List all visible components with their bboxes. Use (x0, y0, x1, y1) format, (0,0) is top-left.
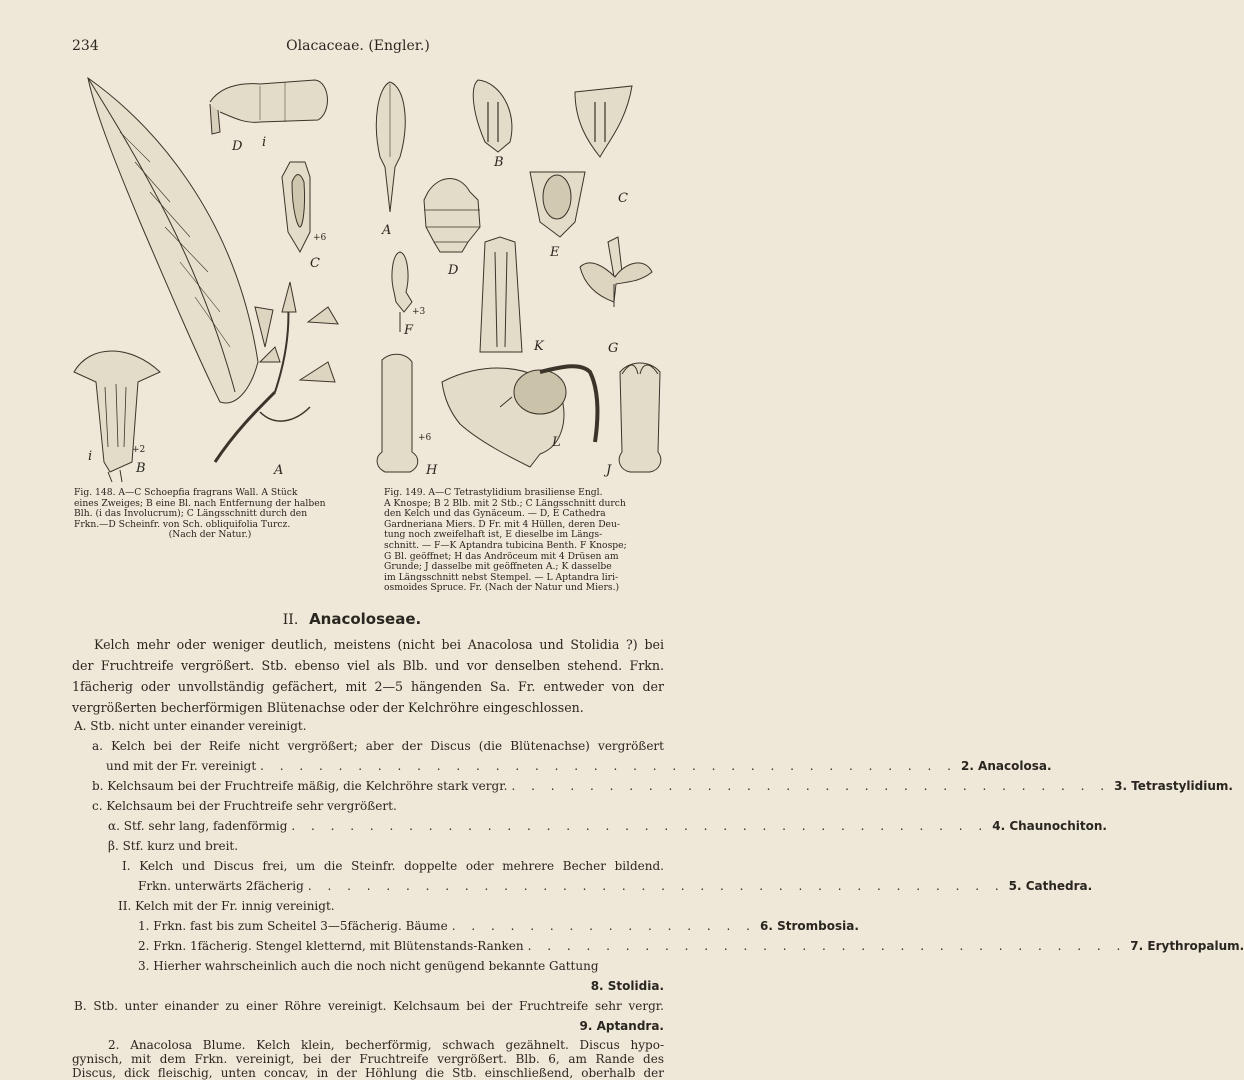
fig148-caption-line: eines Zweiges; B eine Bl. nach Entfernung der halben (74, 497, 326, 509)
fig149-caption-line: osmoides Spruce. Fr. (Nach der Natur und Miers.) (384, 582, 620, 594)
label-g-right: G (608, 341, 619, 356)
key-line (74, 716, 664, 736)
fig149-e-section-drawing (530, 172, 585, 237)
fig149-caption-line: Grunde; J dasselbe mit geöffneten A.; K dasselbe (384, 561, 612, 573)
fig149-caption-line: Gardneriana Miers. D Fr. mit 4 Hüllen, deren Deu- (384, 518, 621, 530)
key-line (138, 936, 1244, 956)
key-text: II. Kelch mit der Fr. innig vereinigt. (118, 899, 335, 913)
fig148-caption-line: Blh. (i das Involucrum); C Längsschnitt durch den (74, 508, 308, 520)
page-number: 234 (72, 38, 99, 54)
fig149-j-androecium-drawing (619, 363, 661, 472)
dot-leader: . . . . . . . . . . . . . . . . . . . . . . . . . . . . . . . . . . . . (260, 759, 957, 773)
label-a-right: A (382, 223, 392, 238)
fig148-d-fruit-drawing (210, 80, 327, 134)
section-name: Anacoloseae. (309, 610, 422, 628)
label-j-right: J (606, 463, 612, 478)
dot-leader: . . . . . . . . . . . . . . . . (451, 919, 756, 933)
label-l-right: L (552, 435, 561, 450)
genus-line: gynisch, mit dem Frkn. vereinigt, bei der Fruchtreife vergrößert. Blb. 6, am Rande des (72, 1052, 664, 1066)
label-d-left: D (232, 139, 243, 154)
fig148-caption (74, 488, 346, 541)
label-h-right: H (426, 463, 438, 478)
label-k-right: K (534, 339, 544, 354)
fig149-k-section-drawing (480, 237, 522, 352)
key-line (106, 756, 1052, 776)
intro-line: vergrößerten becherförmigen Blütenachse oder der Kelchröhre eingeschlossen. (72, 700, 584, 715)
label-i-left: i (88, 449, 93, 464)
botanical-figures (60, 62, 676, 482)
fig149-l-fruit-drawing (442, 366, 597, 467)
key-text: Frkn. unterwärts 2fächerig (138, 879, 304, 893)
key-line (92, 776, 1233, 796)
key-line (138, 956, 664, 976)
key-result-strombosia: 6. Strombosia. (760, 919, 859, 933)
key-result-chaunochiton: 4. Chaunochiton. (992, 819, 1107, 833)
key-line (138, 976, 664, 996)
fig149-d-fruit-drawing (424, 179, 480, 253)
fig148-caption-line: (Nach der Natur.) (168, 529, 252, 541)
fig149-c-section-drawing (575, 86, 632, 157)
intro-line: der Fruchtreife vergrößert. Stb. ebenso viel als Blb. und vor denselben stehend. Frkn. (72, 658, 664, 673)
label-d-right: D (448, 263, 459, 278)
dot-leader: . . . . . . . . . . . . . . . . . . . . . . . . . . . . . . . . . . . . (307, 879, 1005, 893)
fig148-b-flower-drawing (74, 351, 160, 482)
fig149-b-petals-drawing (473, 80, 512, 152)
key-result-aptandra: 9. Aptandra. (579, 1019, 664, 1033)
fig149-caption-line: A Knospe; B 2 Blb. mit 2 Stb.; C Längsschnitt durch (384, 497, 626, 509)
dot-leader: . . . . . . . . . . . . . . . . . . . . . . . . . . . . . . . (527, 939, 1127, 953)
fig149-caption-line: Fig. 149. A—C Tetrastylidium brasiliense Engl. (384, 487, 603, 498)
label-e-right: E (550, 245, 560, 260)
fig149-caption-line: tung noch zweifelhaft ist, E dieselbe im Längs- (384, 529, 603, 541)
scale-2-left: +2 (132, 445, 146, 455)
label-a-left: A (274, 463, 284, 478)
scale-3-right: +3 (412, 307, 426, 317)
fig149-f-bud-drawing (392, 252, 412, 332)
key-line (108, 816, 1107, 836)
key-text: A. Stb. nicht unter einander vereinigt. (74, 719, 307, 733)
label-f-right: F (404, 323, 414, 338)
key-result-erythropalum: 7. Erythropalum. (1130, 939, 1244, 953)
figure-illustrations (60, 62, 676, 482)
scale-6-left: +6 (313, 233, 327, 243)
running-title: Olacaceae. (Engler.) (286, 38, 430, 54)
label-i-top: i (262, 135, 267, 150)
label-b-left: B (136, 461, 146, 476)
key-line (118, 896, 664, 916)
fig148-caption-line: Frkn.—D Scheinfr. von Sch. obliquifolia Turcz. (74, 518, 291, 530)
fig149-caption-line: im Längsschnitt nebst Stempel. — L Aptandra liri- (384, 571, 619, 583)
genus-line: Discus, dick fleischig, unten concav, in der Höhlung die Stb. einschließend, oberhalb der (72, 1066, 664, 1080)
section-number: II. (282, 612, 299, 628)
key-text: a. Kelch bei der Reife nicht vergrößert; aber der Discus (die Blütenachse) vergrößert (92, 739, 664, 753)
dot-leader: . . . . . . . . . . . . . . . . . . . . . . . . . . . . . . . . . . . . (291, 819, 989, 833)
key-text: α. Stf. sehr lang, fadenförmig (108, 819, 288, 833)
genus-line: 2. Anacolosa Blume. Kelch klein, becherförmig, schwach gezähnelt. Discus hypo- (108, 1038, 664, 1052)
key-line (74, 1016, 664, 1036)
fig148-caption-line: Fig. 148. A—C Schoepfia fragrans Wall. A Stück (74, 487, 298, 498)
fig149-caption-line: schnitt. — F—K Aptandra tubicina Benth. F Knospe; (384, 539, 627, 551)
key-result-tetrastylidium: 3. Tetrastylidium. (1114, 779, 1233, 793)
key-result-anacolosa: 2. Anacolosa. (960, 759, 1052, 773)
fig149-h-androecium-drawing (377, 354, 418, 472)
key-text: c. Kelchsaum bei der Fruchtreife sehr vergrößert. (92, 799, 397, 813)
key-text: 3. Hierher wahrscheinlich auch die noch nicht genügend bekannte Gattung (138, 959, 599, 973)
key-line (92, 796, 664, 816)
key-text: I. Kelch und Discus frei, um die Steinfr. doppelte oder mehrere Becher bildend. (122, 859, 664, 873)
label-c-right: C (618, 191, 628, 206)
fig149-g-flower-drawing (580, 237, 652, 307)
key-line (138, 916, 859, 936)
fig149-caption-line: den Kelch und das Gynäceum. — D, E Cathedra (384, 508, 606, 520)
running-head (72, 38, 644, 56)
fig149-a-bud-drawing (376, 82, 405, 212)
scale-6-right: +6 (418, 433, 432, 443)
key-text: b. Kelchsaum bei der Fruchtreife mäßig, die Kelchröhre stark vergr. (92, 779, 508, 793)
fig148-c-section-drawing (282, 162, 310, 252)
label-c-left: C (310, 256, 320, 271)
key-line (74, 996, 664, 1016)
key-text: β. Stf. kurz und breit. (108, 839, 239, 853)
key-result-stolidia: 8. Stolidia. (590, 979, 664, 993)
key-text: und mit der Fr. vereinigt (106, 759, 257, 773)
key-line (122, 856, 664, 876)
fig149-caption-line: G Bl. geöffnet; H das Andröceum mit 4 Drüsen am (384, 550, 619, 562)
dot-leader: . . . . . . . . . . . . . . . . . . . . . . . . . . . . . . . (511, 779, 1111, 793)
intro-line: Kelch mehr oder weniger deutlich, meistens (nicht bei Anacolosa und Stolidia ?) bei (94, 637, 664, 652)
key-text: B. Stb. unter einander zu einer Röhre vereinigt. Kelchsaum bei der Fruchtreife sehr vergr. (74, 999, 664, 1013)
intro-line: 1fächerig oder unvollständig gefächert, mit 2—5 hängenden Sa. Fr. entweder von der (72, 679, 664, 694)
key-line (92, 736, 664, 756)
label-b-right: B (494, 155, 504, 170)
key-text: 2. Frkn. 1fächerig. Stengel kletternd, mit Blütenstands-Ranken (138, 939, 524, 953)
fig149-caption (384, 488, 664, 594)
key-line (108, 836, 664, 856)
key-line (138, 876, 1093, 896)
section-heading (0, 610, 704, 628)
key-result-cathedra: 5. Cathedra. (1008, 879, 1093, 893)
key-text: 1. Frkn. fast bis zum Scheitel 3—5fächerig. Bäume (138, 919, 448, 933)
